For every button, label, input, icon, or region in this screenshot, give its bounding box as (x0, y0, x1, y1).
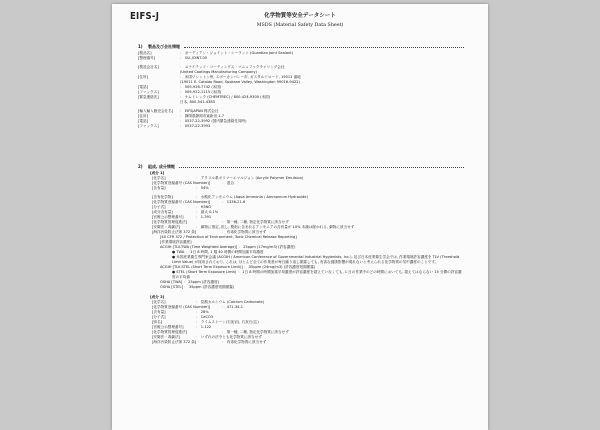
row-value: ： 劇物に指定, 但し, 製剤に含まれるアンモニアの含有量が 10% 未満は除かれる, 劇物に該当せず (196, 225, 355, 229)
row-label: [成分含有量] (152, 210, 173, 214)
row-value: ： 471-34-1 (222, 305, 244, 309)
row-label: [化学名] (152, 300, 166, 304)
component-2-list (138, 300, 464, 345)
row-label: [化学物質管理促進法] (152, 220, 188, 224)
note-line: ● STEL (Short Term Exposure Limit) ： 1日 8 時間の時間加重平均濃度が許容濃度を超えていなくても, 1 日の作業中のどの時間においても, 超えてはならない 15 分間の許容濃度の平均値 (172, 270, 462, 279)
info-row (138, 340, 464, 345)
row-label: [緊急連絡先] (138, 95, 159, 99)
note-line: OSHA [STEL] ： 35ppm (許容濃度短期暴露) (160, 285, 235, 289)
row-label: [化学名] (152, 176, 166, 180)
row-label: [含有量] (152, 186, 166, 190)
dotted-rule (184, 47, 464, 48)
row-label: [分子式] (152, 315, 166, 319)
row-value: 日本, 800-541-4383 (180, 100, 215, 104)
note-line: [40 CFR 372 / Protection of Environment, Toxic Chemical Release Reporting] (160, 235, 297, 239)
row-label: [化学物質登録番号 (CAS Number)] (152, 181, 211, 185)
row-label: [住所] (138, 75, 148, 79)
row-value: ： CaCO3 (196, 315, 214, 319)
component-1-notes (138, 235, 464, 290)
note-line: OSHA [TWA] ： 25ppm (許容濃度) (160, 280, 220, 284)
row-label: [官報公示整理番号] (152, 215, 184, 219)
row-value: (19011 E. Cataldo Road, Spokane Valley, Washington 99016-9422) (180, 80, 300, 84)
row-value: ： 509-926-7742 (米国) (180, 85, 222, 89)
section-heading (138, 164, 464, 169)
component-1-list (138, 176, 464, 235)
row-label: [官報公示整理番号] (152, 325, 184, 329)
product-info-list (138, 51, 464, 129)
row-label: [住所] (138, 114, 148, 118)
document-title: 化学物質等安全データシート (264, 13, 336, 19)
row-value: (United Coatings Manufacturing Company) (180, 70, 257, 74)
row-value: ： 炭酸カルシウム (Calcium Carbonate) (196, 300, 265, 304)
row-label: [輸入輸入販売会社名] (138, 109, 174, 113)
row-value: ： 第一種, 二種, 指定化学物質に該当せず (222, 220, 289, 224)
note-line: ACGIH [TLV-TWA (Time Weighted Average)] ： 25ppm (17mg/m3) (許容濃度) (160, 245, 296, 249)
row-value: ： 水酸化アンモニウム (Aqua Ammonia / Ammonium Hydroxide) (196, 195, 308, 199)
row-value: ： 最大 0.1% (196, 210, 219, 214)
row-label: [安衛法・毒劇法] (152, 335, 180, 339)
section-title: 製品及び会社情報 (148, 44, 180, 49)
row-label: [製品名] (138, 51, 152, 55)
info-row (138, 124, 464, 129)
row-label: [海洋汚染防止法第 372 条] (152, 340, 197, 344)
section-title: 組成, 成分情報 (148, 164, 175, 169)
row-value: ： 0537-22-3992 (国内緊急連絡先同時) (180, 119, 247, 123)
row-value: ： 54% (196, 186, 209, 190)
row-label: [化学物質管理促進法] (152, 330, 188, 334)
row-label: [電話] (138, 85, 148, 89)
section-composition (138, 164, 464, 345)
row-label: [別名] (152, 320, 162, 324)
component-2-title: [成分 2] (150, 295, 165, 299)
row-label: [含有量] (152, 310, 166, 314)
row-label: [化学物質登録番号 (CAS Number)] (152, 305, 211, 309)
note-line: ACGIH [TLV-STEL (Short Term Exposure Limit)] ： 35ppm (24mg/m3) (許容濃度短期暴露) (160, 265, 316, 269)
row-label: [ファックス] (138, 90, 159, 94)
row-value: ： 0537-22-3993 (180, 124, 211, 128)
row-value: ： 28% (196, 310, 209, 314)
note-line: ● TWA ： 1日 8 時間, 1 週 40 時間の時間加重平均濃度 (172, 250, 264, 254)
row-value: ： 1336-21-6 (222, 200, 246, 204)
row-value: ： 509-922-1115 (米国) (180, 90, 222, 94)
row-value: ： 有毒化学物質に該当せず (222, 230, 267, 234)
note-line: [作業環境許容濃度] (160, 240, 192, 244)
row-value: ： ガーディアン・ジョイント・シーラント (Guardian Joint Sealant) (180, 51, 294, 55)
row-value: ： 静岡県静岡市東新田 1-7 (180, 114, 225, 118)
row-label: [電話] (138, 119, 148, 123)
row-value: ： EIFSJAPAN 株式会社 (180, 109, 219, 113)
row-value: ： 1-391 (196, 215, 212, 219)
dotted-rule (179, 167, 464, 168)
row-value: ： H5NO (196, 205, 212, 209)
row-value: ： ライムストーン(石灰岩), 石灰石(注) (196, 320, 259, 324)
row-value: ： いずれの法令とも化学物質に該当せず (196, 335, 262, 339)
row-value: ： 混合 (222, 181, 234, 185)
row-value: ： ユナイテッド・コーティングス・マニュファクチャリング会社 (180, 65, 285, 69)
row-label: [分子式] (152, 205, 166, 209)
note-line: ● 米国産業衛生専門家会議 (ACGIH / American Conference of Governmental Industrial Hygienists, Inc.), 及び日本産業衛生学会では, 作業環境許容濃度を TLV (Threshold Limit Value) が採用されており, これは, ほとんど全ての作業者が毎日繰り返し暴露しても, 有害な健康影響が現れないと考えられる化学物質の気中濃度のことです。 (172, 255, 460, 264)
row-value: ： アクリル系ポリマーエマルジョン (Acrylic Polymer Emulsion) (196, 176, 304, 180)
document-page (112, 4, 488, 430)
row-label: [製造会社名] (138, 65, 159, 69)
row-label: [海洋汚染防止法第 372 条] (152, 230, 197, 234)
row-value: ： GU-JOINT-05 (180, 56, 208, 60)
section-number: 2) (138, 164, 143, 169)
row-value: ： 米国ワシントン州, スポーカンバレー市, ガスタルドロード, 19011 番地 (180, 75, 301, 79)
row-label: [整理番号] (138, 56, 156, 60)
document-subtitle: MSDS (Material Safety Data Sheet) (256, 23, 344, 28)
row-value: ： 第一種, 二種, 指定化学物質に該当せず (222, 330, 289, 334)
row-label: [安衛法・毒劇法] (152, 225, 180, 229)
row-value: ： 有毒化学物質に該当せず (222, 340, 267, 344)
component-1-title: [成分 1] (150, 171, 165, 175)
section-heading (138, 44, 464, 49)
row-value: ： 1-122 (196, 325, 212, 329)
section-product-company (138, 44, 464, 129)
section-number: 1) (138, 44, 143, 49)
company-logo: EIFS-J (130, 11, 160, 22)
row-label: [化学物質登録番号 (CAS Number)] (152, 200, 211, 204)
row-label: [ファックス] (138, 124, 159, 128)
row-value: ： ケムトレック (CHEMTREC) / 800-424-9300 (米国) (180, 95, 271, 99)
row-label: [含有化学物] (152, 195, 173, 199)
